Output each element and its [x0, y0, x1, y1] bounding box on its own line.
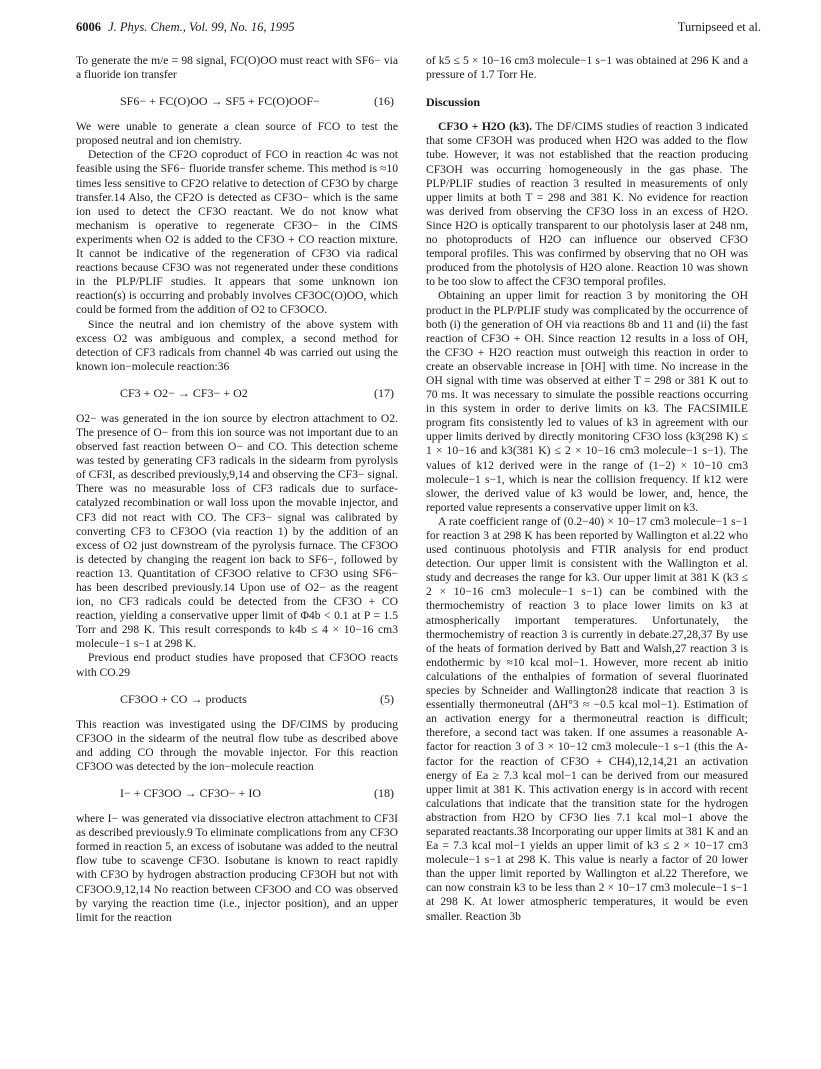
page-number: 6006 — [76, 20, 101, 34]
paragraph: Previous end product studies have proposed that CF3OO reacts with CO.29 — [76, 651, 398, 679]
equation-number: (16) — [374, 94, 394, 109]
equation-expression: I− + CF3OO → CF3O− + IO — [120, 786, 262, 801]
equation-number: (5) — [380, 691, 394, 706]
section-heading: Discussion — [426, 95, 481, 110]
equation-5 — [76, 692, 398, 706]
equation-18 — [76, 786, 398, 800]
equation-16 — [76, 94, 398, 108]
running-authors: Turnipseed et al. — [677, 20, 761, 34]
page-header — [76, 20, 761, 40]
left-column — [76, 54, 398, 925]
paragraph: Since the neutral and ion chemistry of the above system with excess O2 was ambiguous and complex, a second method for detection of CF3 radicals from channel 4b was carried out using the known ion−molecule reaction:36 — [76, 317, 398, 373]
paragraph: Detection of the CF2O coproduct of FCO in reaction 4c was not feasible using the SF6− fluoride transfer scheme. This method is ≈10 times less sensitive to CF2O relative to detection of CF3O by charge transfer.14 Also, the CF2O is detected as CF3O− which is the same ion used to detect the CF3O reactant. We do not know what mechanism is operative to regenerate CF3O− in the CIMS experiments when O2 is added to the CF3O + CO reaction mixture. It cannot be indicative of the regeneration of CF3O via radical reactions because CF3O was not regenerated under these conditions in the PLP/PLIF studies. It appears that some unknown ion reaction(s) is occurring and probably involves CF3OC(O)OO, which could be formed from the addition of O2 to CF3OCO. — [76, 148, 398, 317]
paragraph: O2− was generated in the ion source by electron attachment to O2. The presence of O− from this ion source was not important due to an observed fast reaction between O− and CO. This detection scheme was tested by generating CF3 radicals in the sidearm from pyrolysis of CF3I, as described previously,9,14 and observing the CF3− signal. There was no measurable loss of CF3 radicals due to surface-catalyzed recombination or wall loss upon the movable injector, and CF3 did not react with CO. The CF3− signal was calibrated by converting CF3 to CF3OO (via reaction 1) by the addition of an excess of O2 just downstream of the pyrolysis furnace. The CF3OO is detected by changing the reagent ion back to SF6−, followed by reaction 13. Quantitation of CF3OO relative to CF3O using SF6− has been described previously.14 Upon use of O2− as the reagent ion, no CF3 radicals could be detected from the CF3O + CO reaction, yielding a conservative upper limit of Φ4b < 0.1 at P = 1.5 Torr and 298 K. This result corresponds to k4b ≤ 4 × 10−16 cm3 molecule−1 s−1 at 298 K. — [76, 411, 398, 651]
paragraph-run-in-title: CF3O + H2O (k3). — [438, 120, 532, 134]
paragraph: of k5 ≤ 5 × 10−16 cm3 molecule−1 s−1 was obtained at 296 K and a pressure of 1.7 Torr He. — [426, 54, 748, 82]
journal-citation: J. Phys. Chem., Vol. 99, No. 16, 1995 — [108, 20, 295, 34]
paragraph-body: The DF/CIMS studies of reaction 3 indicated that some CF3OH was produced when H2O was added to the flow tube. However, it was not established that the reaction producing CF3OH was occurring homogeneously in the gas phase. The PLP/PLIF studies of reaction 3 resulted in measurements of only upper limits at both T = 298 and 381 K. No evidence for reaction was derived from observing the CF3O loss in an excess of H2O. Since H2O is optically transparent to our photolysis laser at 248 nm, no photoproducts of H2O can influence our observed CF3O temporal profiles. This was confirmed by observing that no OH was produced from the photolysis of H2O alone. Reaction 10 was shown to be too slow to affect the CF3O temporal profiles. — [426, 120, 748, 289]
paragraph-with-title — [426, 120, 748, 289]
equation-number: (18) — [374, 786, 394, 801]
equation-expression: CF3OO + CO → products — [120, 691, 247, 706]
paragraph: We were unable to generate a clean source of FCO to test the proposed neutral and ion chemistry. — [76, 120, 398, 148]
paragraph: Obtaining an upper limit for reaction 3 by monitoring the OH product in the PLP/PLIF study was complicated by the occurrence of both (i) the generation of OH via reactions 8b and 11 and (ii) the fast reaction of CF3O + OH. Since reaction 12 results in a loss of OH, the CF3O + H2O reaction must outweigh this reaction in order to create an observable increase in [OH] with time. No increase in the OH signal with time was observed at either T = 298 or 381 K out to 70 ms. It was necessary to simulate the possible reactions occurring in this system in order to derive limits on k3. The FACSIMILE program fits consistently led to values of k3 in agreement with our upper limits derived by directly monitoring CF3O loss (k3(298 K) ≤ 1 × 10−16 and k3(381 K) ≤ 2 × 10−16 cm3 molecule−1 s−1). The values of k12 derived were in the range of (1−2) × 10−10 cm3 molecule−1 s−1, which is near the collision frequency. If k12 were slower, the derived value of k3 would be lower, and, hence, the reported value represents a conservative upper limit on k3. — [426, 289, 748, 514]
equation-expression: SF6− + FC(O)OO → SF5 + FC(O)OOF− — [120, 94, 320, 109]
equation-number: (17) — [374, 385, 394, 400]
paragraph: A rate coefficient range of (0.2−40) × 10−17 cm3 molecule−1 s−1 for reaction 3 at 298 K has been reported by Wallington et al.22 who used continuous photolysis and FTIR analysis for end product detection. Our upper limit is consistent with the Wallington et al. study and decreases the range for k3. Our upper limit at 381 K (k3 ≤ 2 × 10−16 cm3 molecule−1 s−1) can be combined with the thermochemistry of reaction 3 to place lower limits on k3 at atmospherically important temperatures. Unfortunately, the thermochemistry of reaction 3 is currently in debate.27,28,37 By use of the heats of formation derived by Batt and Walsh,27 reaction 3 is endothermic by ≈10 kcal mol−1. However, more recent ab initio calculations of the enthalpies of formation of several fluorinated species by Schneider and Wallington28 indicate that reaction 3 is essentially thermoneutral (ΔH°3 ≈ −0.5 kcal mol−1). Estimation of an activation energy for a thermoneutral reaction is difficult; therefore, a second tact was taken. If one assumes a reasonable A-factor for reaction 3 of 3 × 10−12 cm3 molecule−1 s−1 (this the A-factor for the reaction of CF3O + CH4),12,14,21 an activation energy of Ea ≥ 7.3 kcal mol−1 can be derived from our measured upper limit at 381 K. This activation energy is in accord with recent calculations that indicate that the transition state for the hydrogen abstraction from H2O by CF3O lies 7.1 kcal mol−1 above the separated reactants.38 Incorporating our upper limits at 381 K and an Ea = 7.3 kcal mol−1 yields an upper limit of k3 ≤ 2 × 10−17 cm3 molecule−1 s−1 at 298 K. This value is nearly a factor of 20 lower than the upper limit reported by Wallington et al.22 Therefore, we can now constrain k3 to be less than 2 × 10−17 cm3 molecule−1 s−1 at 298 K. At lower atmospheric temperatures, it would be even smaller. Reaction 3b — [426, 514, 748, 923]
paragraph: This reaction was investigated using the DF/CIMS by producing CF3OO in the sidearm of the neutral flow tube as described above and adding CO through the movable injector. For this reaction CF3OO was detected by the ion−molecule reaction — [76, 717, 398, 773]
right-column — [426, 54, 748, 924]
paragraph: where I− was generated via dissociative electron attachment to CF3I as described previously.9 To eliminate complications from any CF3O formed in reaction 5, an excess of isobutane was added to the neutral flow tube to scavenge CF3O. Isobutane is known to react rapidly with CF3O by hydrogen abstraction producing CF3OH but not with CF3OO.9,12,14 No reaction between CF3OO and CO was observed by varying the reaction time (i.e., injector position), and an upper limit for the reaction — [76, 812, 398, 924]
equation-expression: CF3 + O2− → CF3− + O2 — [120, 385, 248, 400]
paragraph: To generate the m/e = 98 signal, FC(O)OO must react with SF6− via a fluoride ion transfer — [76, 54, 398, 82]
equation-17 — [76, 386, 398, 400]
